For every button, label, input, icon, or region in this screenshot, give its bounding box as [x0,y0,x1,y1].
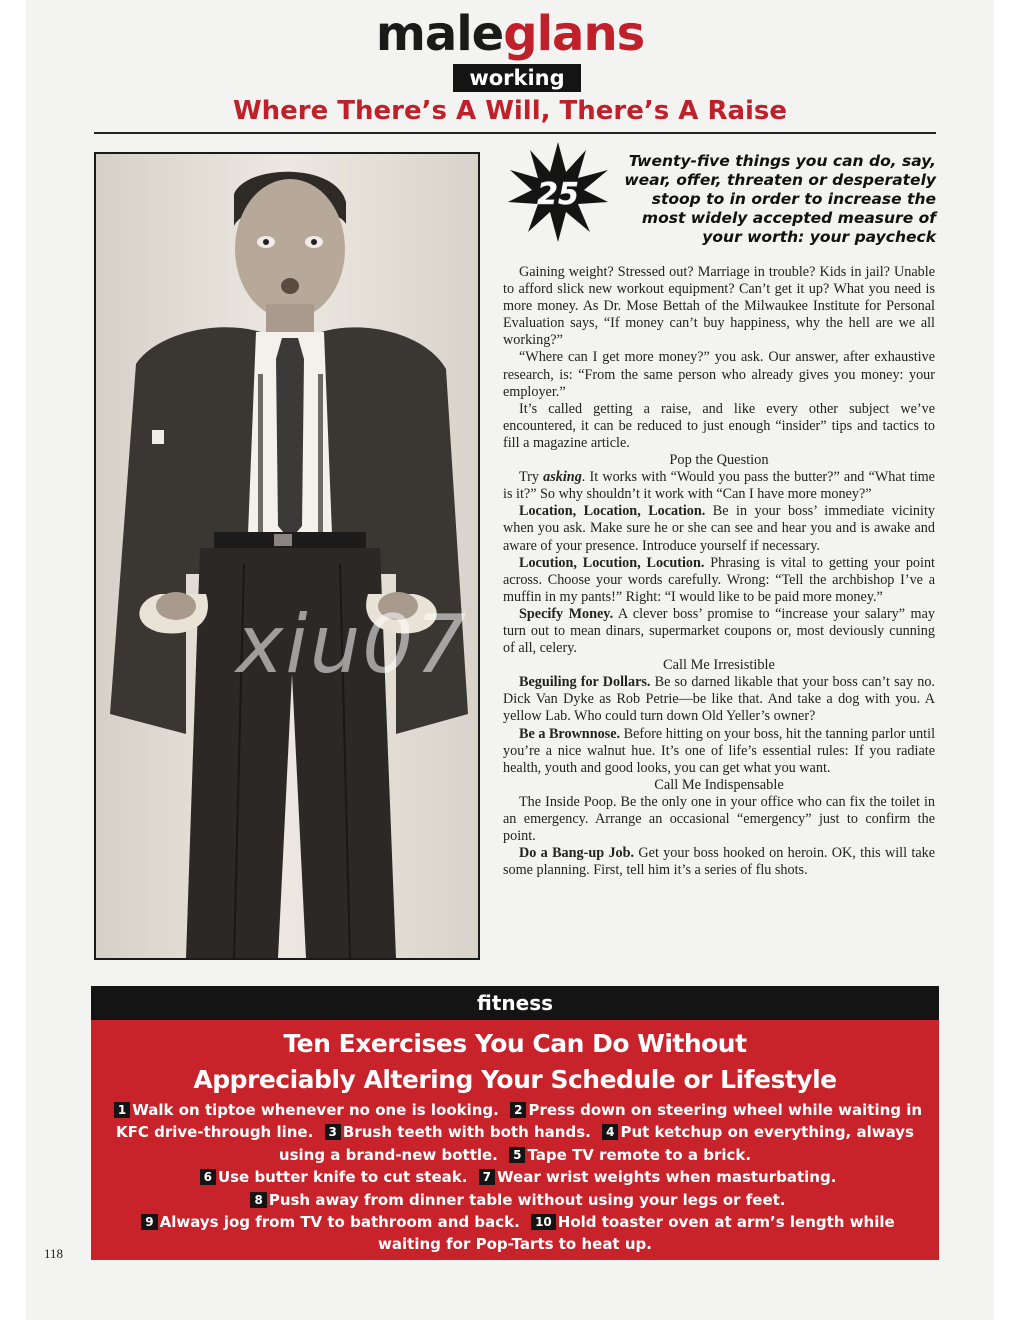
subhead-call-me-irresistible: Call Me Irresistible [663,657,775,674]
tip-number-badge: 5 [509,1147,525,1163]
article-body [503,264,935,879]
badge-number: 25 [537,177,579,212]
article-paragraph [503,674,935,725]
photo-man-empty-pockets [94,152,480,960]
tip-number-badge: 8 [250,1192,266,1208]
tip-number-badge: 3 [325,1124,341,1140]
tip-text: Before hitting on your boss, hit the tanning parlor until you’re a nice walnut hue. It’s one of life’s essential rules: If you radiate health, youth and good looks, you can get what you want. [503,725,936,776]
tip-text: Push away from dinner table without using your legs or feet. [268,1190,786,1209]
subhead-call-me-indispensable: Call Me Indispensable [654,776,784,793]
tip-text: Always jog from TV to bathroom and back. [159,1213,520,1232]
tip-text: A clever boss’ promise to “increase your salary” may turn out to mean dinars, supermarket coupons or, most deviously cunning of all, celery. [503,605,935,657]
emphasis-asking: asking [543,469,582,486]
tip-lead: Specify Money. [519,605,614,622]
article-paragraph: The Inside Poop. Be the only one in your office who can fix the toilet in an emergency. Arrange an occasional “emergency” just to confirm the point. [503,793,935,845]
section-tag-working: working [453,64,581,92]
tip-lead: Do a Bang-up Job. [519,845,635,862]
text-run: . It works with “Would you pass the butter?” and “What time is it?” So why shouldn’t it work with “Can I have more money?” [503,469,935,503]
article-paragraph: “Where can I get more money?” you ask. Our answer, after exhaustive research, is: “From the same person who already gives you money: your employer.” [503,349,935,400]
tip-number-badge: 1 [114,1102,130,1118]
page-headline: Where There’s A Will, There’s A Raise [232,96,788,126]
tip-lead: Locution, Locution, Locution. [519,554,705,571]
man-with-empty-pockets-illustration [96,154,478,958]
header-rule [94,132,936,134]
tip-text: Be in your boss’ immediate vicinity when you ask. Make sure he or she can see and hear you and is awake and aware of your presence. Introduce yourself if necessary. [503,503,935,554]
number-25-starburst-icon [506,140,610,244]
article-paragraph [503,503,935,554]
fitness-tips-list [91,1099,939,1256]
tip-text: Wear wrist weights when masturbating. [497,1168,837,1187]
article-paragraph: Gaining weight? Stressed out? Marriage in trouble? Kids in jail? Unable to afford slick new workout equipment? Can’t get it up? What you need is more money. As Dr. Mose Bettah of the Milwaukee Institute for Personal Evaluation says, “If money can’t buy happiness, why the hell are we all working?” [503,264,935,349]
tip-text: Be so darned likable that your boss can’t say no. Dick Van Dyke as Rob Petrie—be like that. And take a dog with you. A yellow Lab. Who could turn down Old Yeller’s owner? [503,674,935,725]
tip-text: Put ketchup on everything, always using a brand-new bottle. [278,1123,914,1164]
text-run: Try [519,469,544,486]
tip-lead: Location, Location, Location. [519,503,706,520]
tip-text: Get your boss hooked on heroin. OK, this will take some planning. First, tell him it’s a series of flu shots. [503,845,936,879]
tip-number-badge: 10 [531,1214,556,1230]
tip-number-badge: 4 [602,1124,618,1140]
tip-text: Brush teeth with both hands. [342,1123,591,1142]
masthead [26,6,994,62]
fitness-sidebar [91,1020,939,1260]
tip-text: Hold toaster oven at arm’s length while waiting for Pop-Tarts to heat up. [378,1213,895,1254]
subhead-pop-the-question: Pop the Question [669,452,769,469]
tip-number-badge: 7 [479,1169,495,1185]
section-tag-fitness: fitness [91,986,939,1020]
tip-text: Walk on tiptoe whenever no one is looking. [132,1101,499,1119]
tip-text: Tape TV remote to a brick. [527,1145,752,1164]
tip-text: Phrasing is vital to getting your point across. Choose your words carefully. Wrong: “Tell the archbishop I’ve a muffin in my pants!” Right: “I would like to be paid more money.” [503,554,935,605]
article-paragraph [503,555,935,606]
tip-number-badge: 6 [200,1169,216,1185]
fitness-title-line2: Appreciably Altering Your Schedule or Lifestyle [193,1065,837,1094]
tip-number-badge: 9 [141,1214,157,1230]
tip-text: Use butter knife to cut steak. [217,1168,468,1187]
magazine-page [26,0,994,1320]
masthead-part1: male [375,6,504,62]
article-paragraph [503,469,935,503]
article-paragraph [503,726,935,777]
tip-text: Press down on steering wheel while waiting in KFC drive-through line. [116,1101,923,1142]
tip-number-badge: 2 [510,1102,526,1118]
fitness-title-line1: Ten Exercises You Can Do Without [283,1029,747,1058]
article-paragraph: It’s called getting a raise, and like every other subject we’ve encountered, it can be reduced to just enough “insider” tips and tactics to fill a magazine article. [503,400,935,451]
tip-lead: Be a Brownnose. [519,725,621,742]
tip-lead: Beguiling for Dollars. [519,674,651,691]
article-paragraph [503,845,935,879]
page-number: 118 [44,1246,64,1261]
watermark: xiu07 [236,598,469,691]
article-paragraph [503,606,935,657]
article-deck: Twenty-five things you can do, say, wear, offer, threaten or desperately stoop to in order to increase the most widely accepted measure of your worth: your paycheck [624,152,936,246]
masthead-part2: glans [503,6,645,62]
